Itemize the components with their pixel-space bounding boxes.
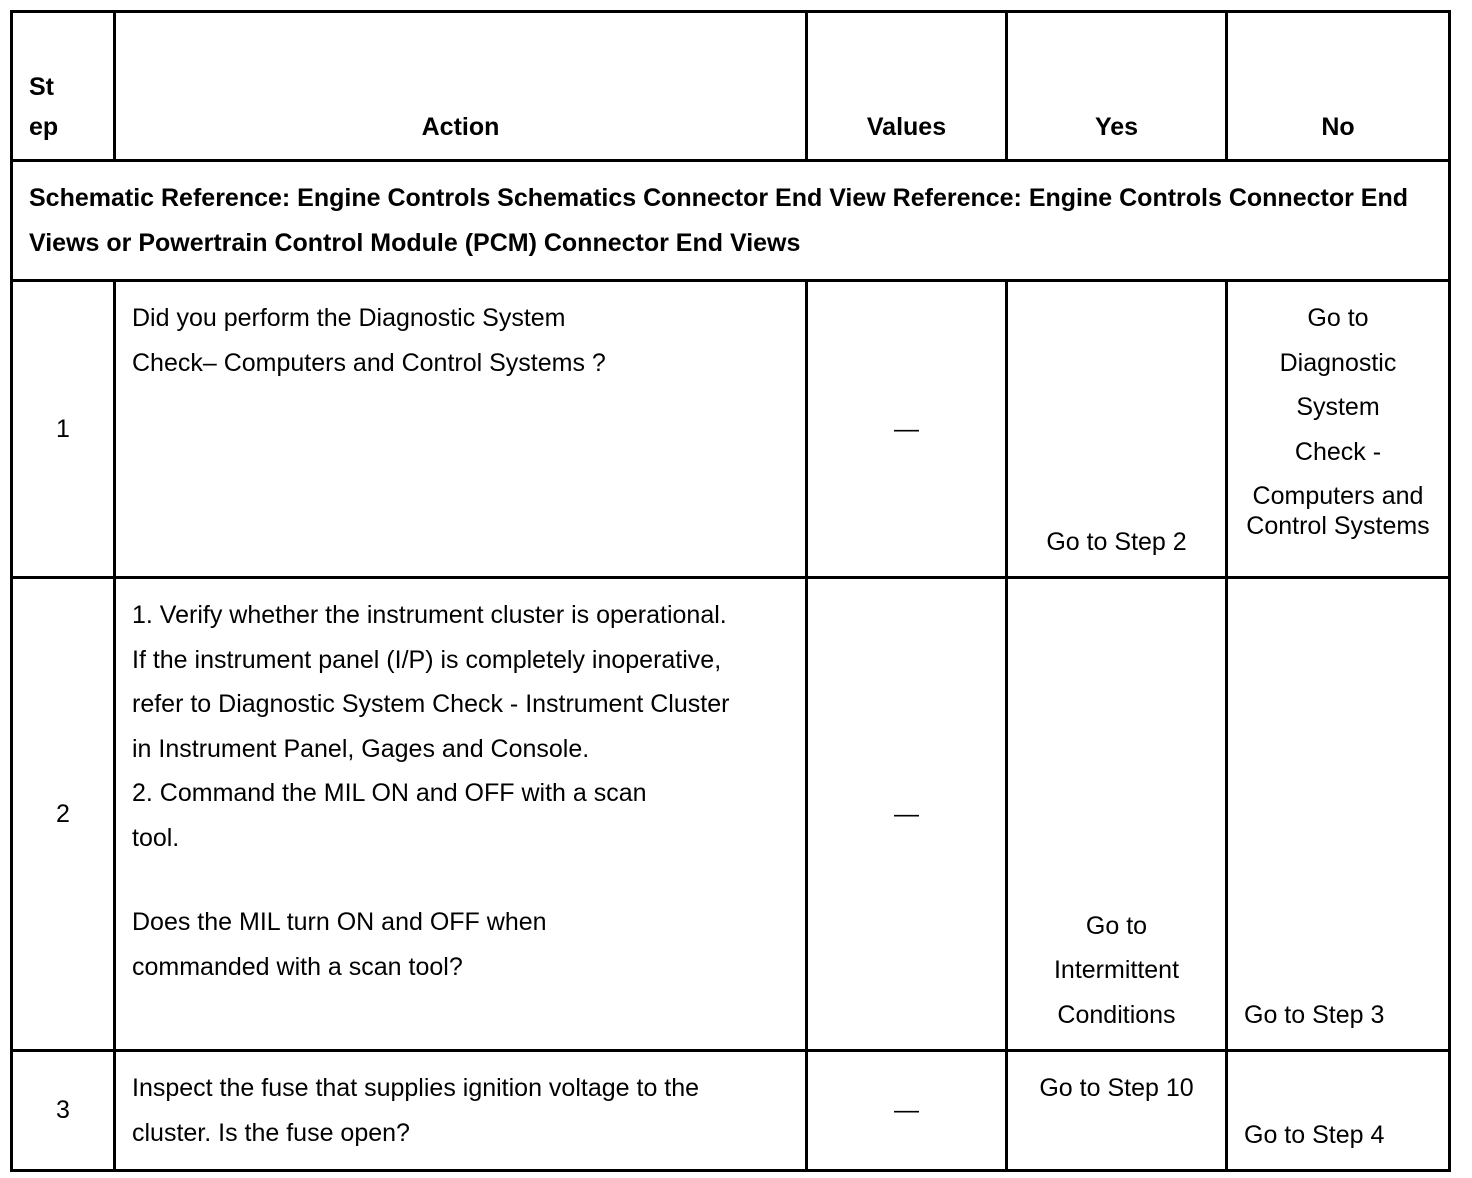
no-cell: Go to Step 4 bbox=[1227, 1051, 1450, 1171]
table-row bbox=[12, 281, 1450, 578]
values-cell: — bbox=[807, 281, 1007, 578]
yes-cell: Go to Step 10 bbox=[1007, 1051, 1227, 1171]
header-no: No bbox=[1227, 12, 1450, 161]
no-cell: Go to Diagnostic System Check - Computers and Control Systems bbox=[1227, 281, 1450, 578]
header-yes: Yes bbox=[1007, 12, 1227, 161]
yes-cell: Go to Step 2 bbox=[1007, 281, 1227, 578]
values-cell: — bbox=[807, 1051, 1007, 1171]
step-number: 2 bbox=[12, 578, 115, 1051]
step-number: 1 bbox=[12, 281, 115, 578]
schematic-reference: Schematic Reference: Engine Controls Schematics Connector End View Reference: Engine Controls Connector End Views or Powertrain Control Module (PCM) Connector End Views bbox=[12, 161, 1450, 281]
action-text: Inspect the fuse that supplies ignition voltage to the cluster. Is the fuse open? bbox=[115, 1051, 807, 1171]
header-action: Action bbox=[115, 12, 807, 161]
reference-row bbox=[12, 161, 1450, 281]
header-step: St ep bbox=[12, 12, 115, 161]
no-cell: Go to Step 3 bbox=[1227, 578, 1450, 1051]
values-cell: — bbox=[807, 578, 1007, 1051]
diagnostic-table bbox=[10, 10, 1451, 1172]
header-values: Values bbox=[807, 12, 1007, 161]
header-row bbox=[12, 12, 1450, 161]
table-row bbox=[12, 1051, 1450, 1171]
table-row bbox=[12, 578, 1450, 1051]
action-text: Did you perform the Diagnostic System Check– Computers and Control Systems ? bbox=[115, 281, 807, 578]
action-text: 1. Verify whether the instrument cluster is operational. If the instrument panel (I/P) is completely inoperative, refer to Diagnostic System Check - Instrument Cluster in Instrument Panel, Gages and Console. 2. Command the MIL ON and OFF with a scan tool. Does the MIL turn ON and OFF when commanded with a scan tool? bbox=[115, 578, 807, 1051]
step-number: 3 bbox=[12, 1051, 115, 1171]
yes-cell: Go to Intermittent Conditions bbox=[1007, 578, 1227, 1051]
